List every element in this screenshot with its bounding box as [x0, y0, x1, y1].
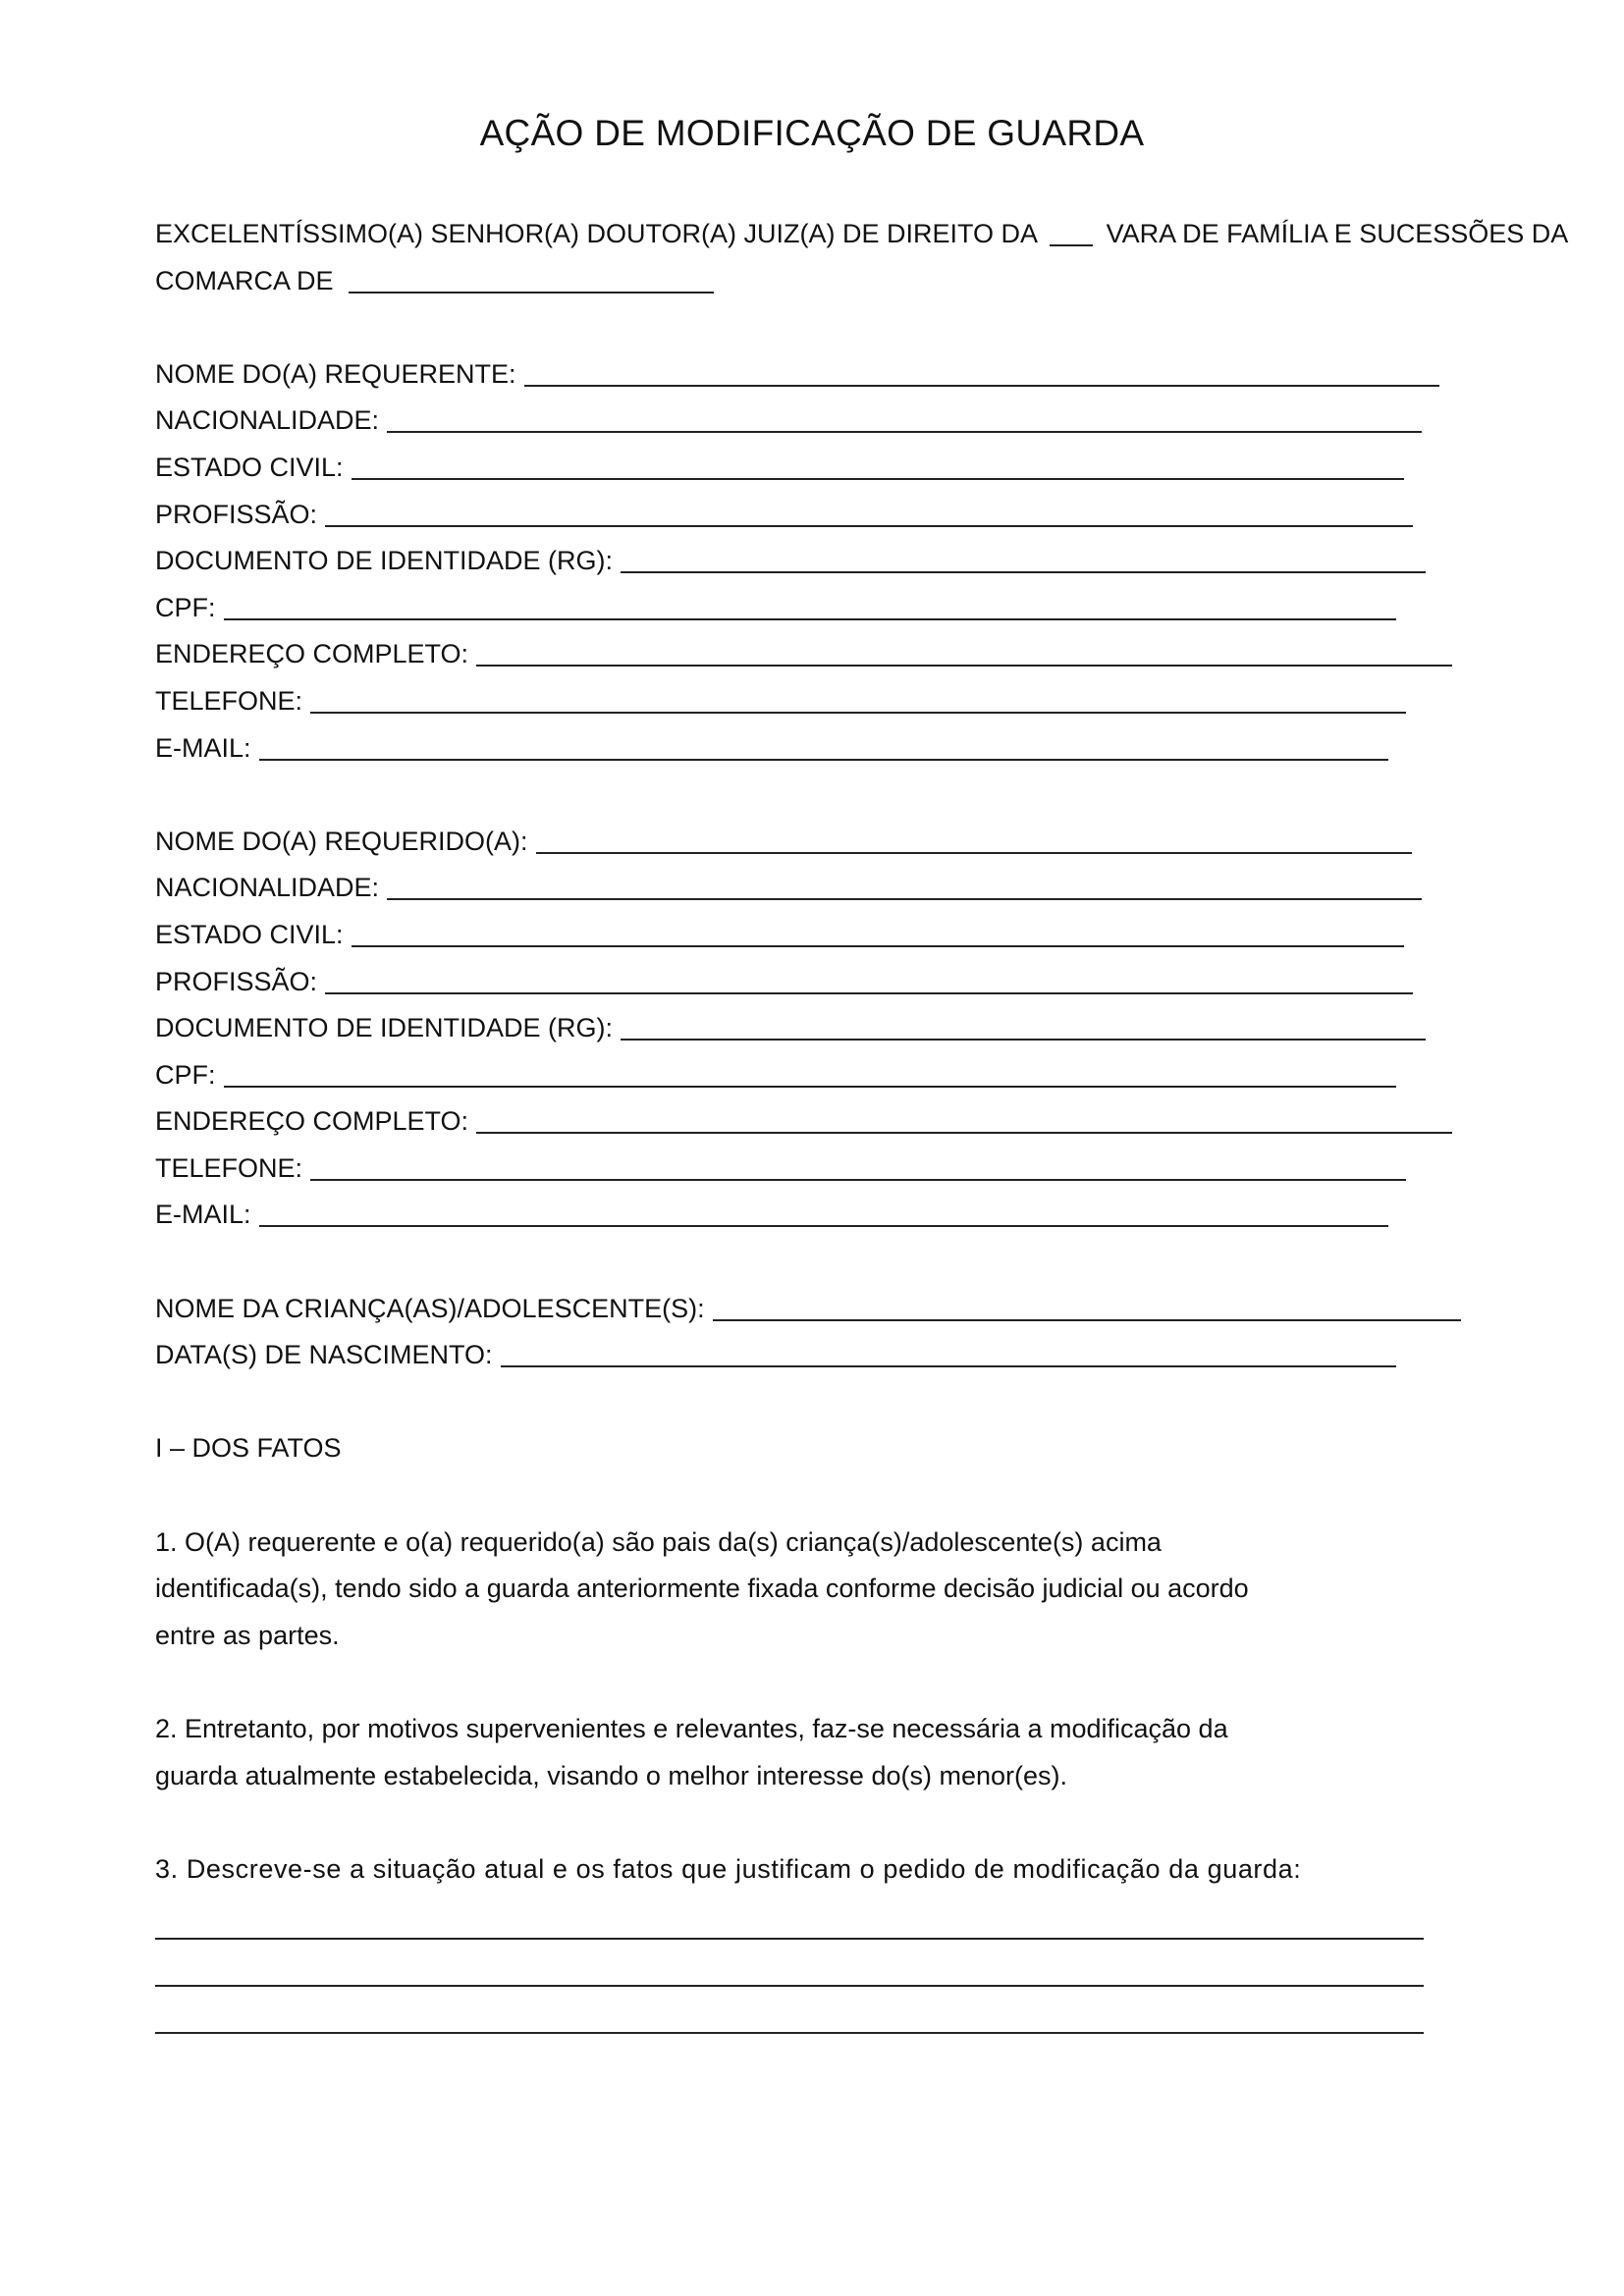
field-row [155, 1332, 1618, 1379]
field-blank[interactable] [476, 664, 1452, 667]
field-blank[interactable] [224, 1085, 1396, 1088]
field-blank[interactable] [310, 1178, 1406, 1181]
field-label: TELEFONE: [155, 1152, 303, 1183]
field-label: NOME DO(A) REQUERENTE: [155, 358, 516, 389]
field-blank[interactable] [259, 758, 1388, 761]
field-row [155, 351, 1618, 399]
field-row [155, 398, 1618, 445]
paragraph-line: 3. Descreve-se a situação atual e os fatos que justificam o pedido de modificação da guarda: [155, 1853, 1302, 1884]
field-row [155, 865, 1618, 912]
field-blank[interactable] [352, 944, 1404, 947]
address-line-1 [155, 211, 1618, 258]
field-blank[interactable] [713, 1318, 1461, 1321]
field-label: ENDEREÇO COMPLETO: [155, 639, 469, 669]
field-row [155, 678, 1618, 725]
field-blank[interactable] [259, 1224, 1388, 1227]
field-label: PROFISSÃO: [155, 966, 318, 996]
paragraph-line: guarda atualmente estabelecida, visando o melhor interesse do(s) menor(es). [155, 1760, 1067, 1790]
field-row [155, 1146, 1618, 1193]
field-row [155, 1286, 1618, 1333]
field-blank[interactable] [325, 991, 1413, 994]
field-label: ESTADO CIVIL: [155, 452, 344, 482]
description-blank-line[interactable] [155, 1893, 1424, 1940]
field-label: DOCUMENTO DE IDENTIDADE (RG): [155, 1013, 614, 1043]
field-label: NOME DA CRIANÇA(AS)/ADOLESCENTE(S): [155, 1293, 705, 1323]
field-label: PROFISSÃO: [155, 499, 318, 529]
paragraph-line: identificada(s), tendo sido a guarda anteriormente fixada conforme decisão judicial ou acordo [155, 1574, 1249, 1604]
paragraph-line: 2. Entretanto, por motivos supervenientes e relevantes, faz-se necessária a modificação da [155, 1714, 1228, 1743]
field-blank[interactable] [501, 1364, 1396, 1367]
field-label: CPF: [155, 1059, 216, 1090]
address-text-1: EXCELENTÍSSIMO(A) SENHOR(A) DOUTOR(A) JUIZ(A) DE DIREITO DA [155, 219, 1037, 248]
field-label: ENDEREÇO COMPLETO: [155, 1106, 469, 1137]
description-blank-line[interactable] [155, 1987, 1424, 2034]
field-blank[interactable] [352, 477, 1404, 480]
section-heading: I – DOS FATOS [155, 1433, 342, 1464]
document-page [155, 113, 1618, 2034]
field-row [155, 585, 1618, 632]
field-label: NACIONALIDADE: [155, 405, 380, 436]
paragraph-1 [155, 1520, 1618, 1660]
description-blank-line[interactable] [155, 1940, 1424, 1987]
field-blank[interactable] [325, 524, 1413, 527]
field-label: DOCUMENTO DE IDENTIDADE (RG): [155, 546, 614, 576]
field-label: TELEFONE: [155, 685, 303, 716]
field-blank[interactable] [224, 617, 1396, 620]
field-row [155, 1005, 1618, 1052]
vara-number-blank[interactable] [1050, 243, 1093, 246]
field-row [155, 492, 1618, 539]
field-label: ESTADO CIVIL: [155, 919, 344, 949]
field-row [155, 819, 1618, 866]
field-blank[interactable] [536, 851, 1412, 854]
field-row [155, 1098, 1618, 1146]
field-row [155, 1192, 1618, 1239]
address-text-2: VARA DE FAMÍLIA E SUCESSÕES DA [1106, 219, 1569, 248]
paragraph-line: entre as partes. [155, 1620, 340, 1650]
paragraph-line: 1. O(A) requerente e o(a) requerido(a) são pais da(s) criança(s)/adolescente(s) acima [155, 1526, 1162, 1557]
field-blank[interactable] [310, 711, 1406, 714]
field-label: NACIONALIDADE: [155, 873, 380, 903]
field-row [155, 445, 1618, 492]
field-row [155, 1052, 1618, 1099]
field-label: CPF: [155, 592, 216, 622]
field-label: NOME DO(A) REQUERIDO(A): [155, 826, 528, 856]
document-title: AÇÃO DE MODIFICAÇÃO DE GUARDA [479, 113, 1145, 153]
field-label: E-MAIL: [155, 1200, 251, 1230]
field-row [155, 725, 1618, 773]
field-blank[interactable] [476, 1131, 1452, 1134]
requerente-section [155, 351, 1618, 772]
field-blank[interactable] [387, 430, 1422, 433]
criancas-section [155, 1286, 1618, 1379]
field-row [155, 631, 1618, 678]
field-label: E-MAIL: [155, 732, 251, 763]
field-label: DATA(S) DE NASCIMENTO: [155, 1340, 493, 1370]
field-row [155, 538, 1618, 585]
address-line-2 [155, 258, 1618, 305]
paragraph-3 [155, 1846, 1618, 2035]
field-row [155, 959, 1618, 1006]
comarca-blank[interactable] [349, 291, 714, 294]
field-blank[interactable] [621, 1038, 1426, 1041]
field-blank[interactable] [524, 384, 1439, 387]
field-blank[interactable] [387, 897, 1422, 900]
paragraph-2 [155, 1706, 1618, 1799]
requerido-section [155, 819, 1618, 1239]
field-row [155, 912, 1618, 959]
comarca-label: COMARCA DE [155, 265, 334, 295]
field-blank[interactable] [621, 570, 1426, 573]
